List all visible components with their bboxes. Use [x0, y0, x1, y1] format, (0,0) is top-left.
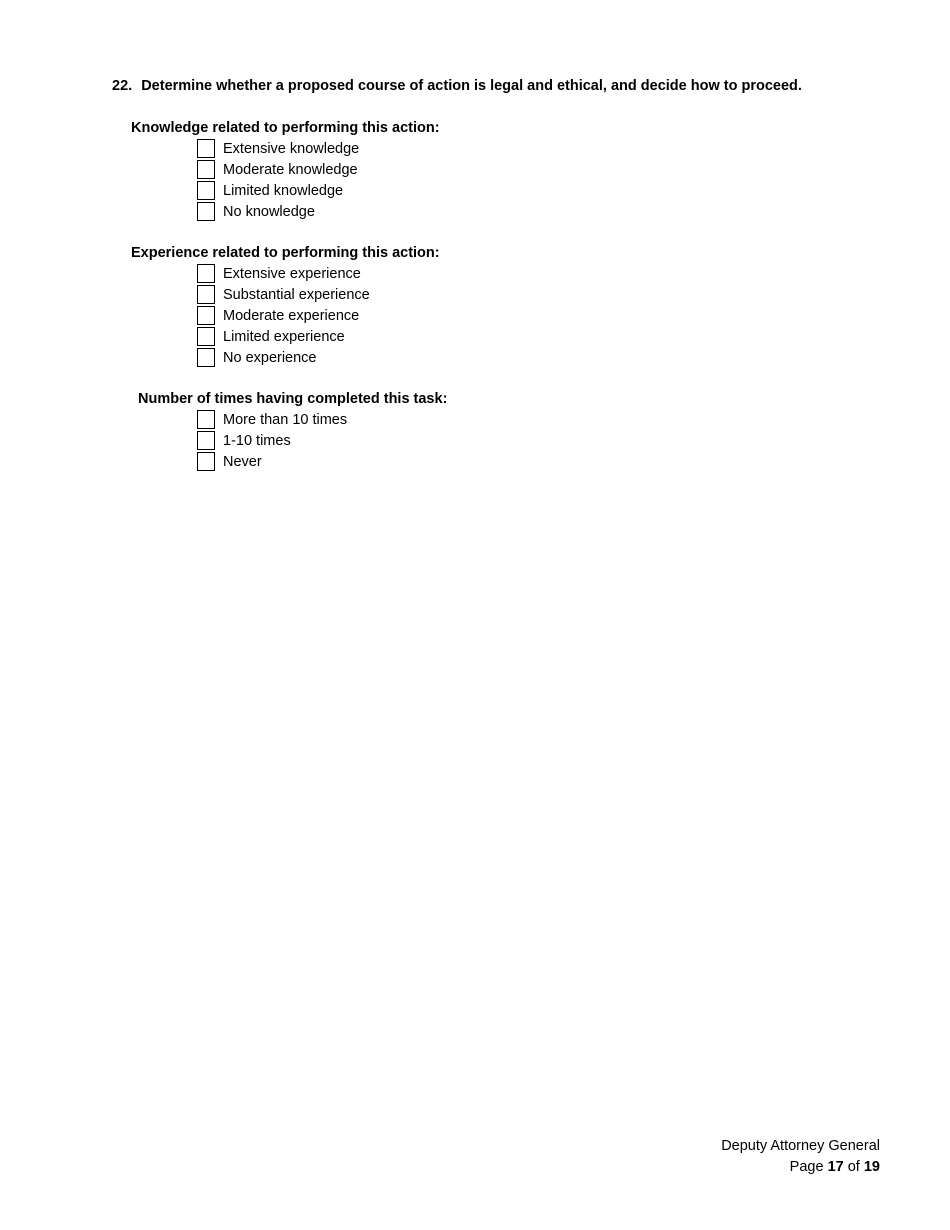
- experience-heading: Experience related to performing this action:: [131, 245, 440, 261]
- knowledge-extensive-checkbox[interactable]: [197, 139, 215, 158]
- option-label: 1-10 times: [223, 433, 291, 449]
- experience-limited-checkbox[interactable]: [197, 327, 215, 346]
- question-number: 22.: [112, 78, 133, 94]
- knowledge-moderate-checkbox[interactable]: [197, 160, 215, 179]
- page-number: [721, 1157, 880, 1178]
- times-option-never: [138, 452, 447, 473]
- knowledge-heading: Knowledge related to performing this action:: [131, 120, 440, 136]
- option-label: Never: [223, 454, 262, 470]
- page-of: of: [847, 1159, 860, 1175]
- experience-section: [131, 243, 440, 369]
- footer-title: Deputy Attorney General: [721, 1138, 880, 1154]
- times-heading: Number of times having completed this task:: [138, 391, 448, 407]
- knowledge-option-extensive: [131, 139, 440, 160]
- experience-option-limited: [131, 327, 440, 348]
- option-label: Extensive experience: [223, 266, 361, 282]
- knowledge-none-checkbox[interactable]: [197, 202, 215, 221]
- option-label: More than 10 times: [223, 412, 348, 428]
- question-22: [112, 78, 802, 94]
- experience-option-moderate: [131, 306, 440, 327]
- option-label: Limited knowledge: [223, 183, 344, 199]
- option-label: Moderate knowledge: [223, 162, 358, 178]
- times-never-checkbox[interactable]: [197, 452, 215, 471]
- times-1-10-checkbox[interactable]: [197, 431, 215, 450]
- times-section: [138, 389, 447, 473]
- option-label: Extensive knowledge: [223, 141, 360, 157]
- page-current: 17: [827, 1159, 844, 1175]
- knowledge-option-none: [131, 202, 440, 223]
- times-option-1-10: [138, 431, 447, 452]
- knowledge-limited-checkbox[interactable]: [197, 181, 215, 200]
- experience-option-extensive: [131, 264, 440, 285]
- experience-option-none: [131, 348, 440, 369]
- knowledge-section: [131, 118, 440, 223]
- option-label: Moderate experience: [223, 308, 360, 324]
- page-total: 19: [863, 1159, 880, 1175]
- experience-moderate-checkbox[interactable]: [197, 306, 215, 325]
- times-more-than-10-checkbox[interactable]: [197, 410, 215, 429]
- experience-option-substantial: [131, 285, 440, 306]
- times-option-more-than-10: [138, 410, 447, 431]
- question-text: Determine whether a proposed course of action is legal and ethical, and decide how to proceed.: [141, 78, 802, 94]
- knowledge-option-moderate: [131, 160, 440, 181]
- option-label: No knowledge: [223, 204, 315, 220]
- experience-extensive-checkbox[interactable]: [197, 264, 215, 283]
- option-label: Limited experience: [223, 329, 345, 345]
- page-footer: [721, 1136, 880, 1178]
- experience-substantial-checkbox[interactable]: [197, 285, 215, 304]
- knowledge-option-limited: [131, 181, 440, 202]
- experience-none-checkbox[interactable]: [197, 348, 215, 367]
- option-label: Substantial experience: [223, 287, 370, 303]
- page-prefix: Page: [789, 1159, 824, 1175]
- option-label: No experience: [223, 350, 317, 366]
